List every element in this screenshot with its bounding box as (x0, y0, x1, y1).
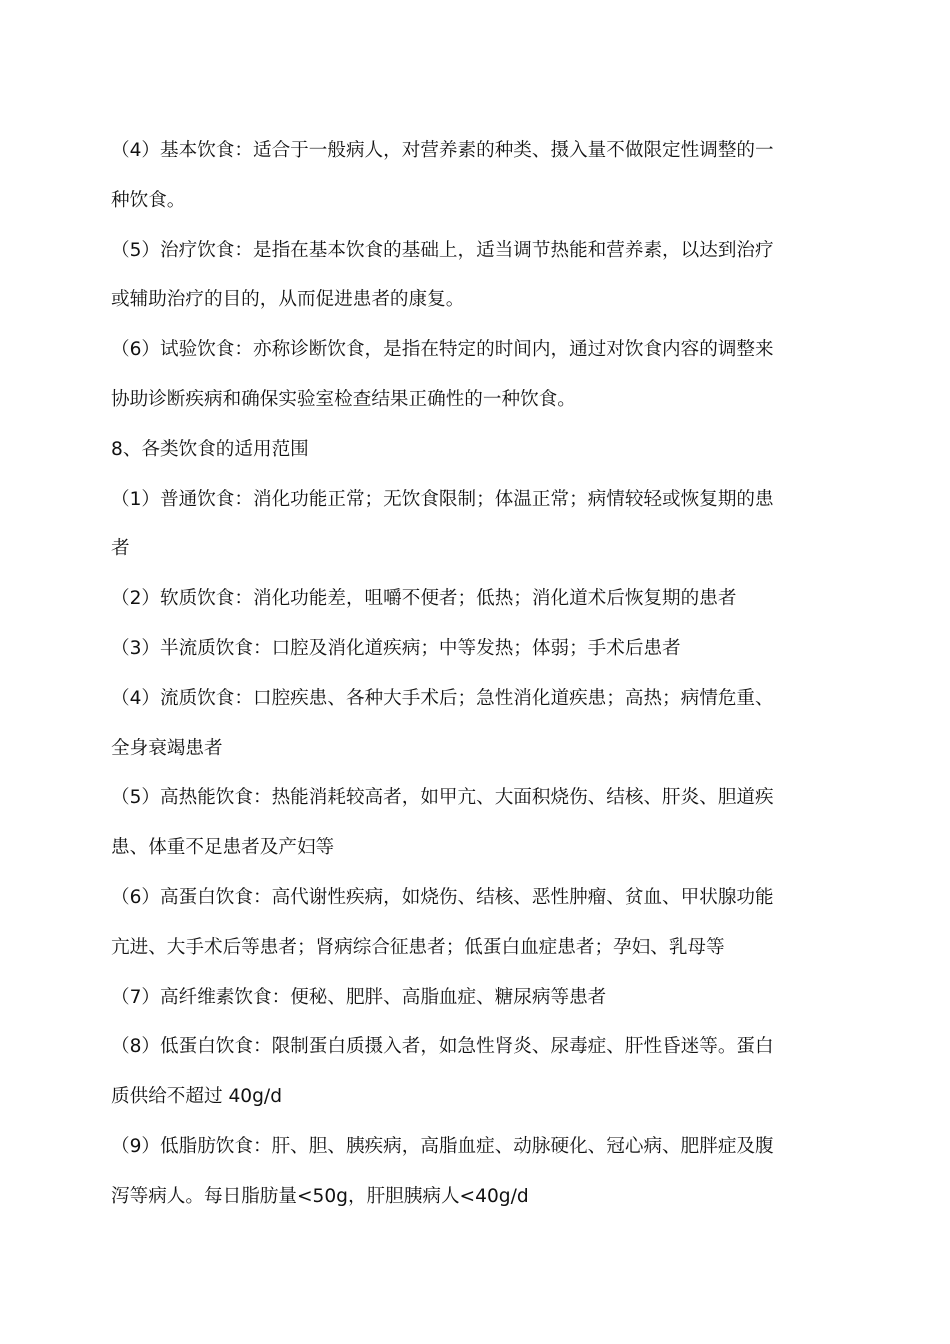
text-line: （7）高纤维素饮食：便秘、肥胖、高脂血症、糖尿病等患者 (111, 986, 607, 1008)
section-heading: 8、各类饮食的适用范围 (111, 438, 309, 460)
text-line: （8）低蛋白饮食：限制蛋白质摄入者，如急性肾炎、尿毒症、肝性昏迷等。蛋白 (111, 1036, 774, 1058)
text-line: （6）试验饮食：亦称诊断饮食，是指在特定的时间内，通过对饮食内容的调整来 (111, 339, 774, 361)
text-line: 种饮食。 (111, 189, 186, 211)
text-line: 质供给不超过 40g/d (111, 1086, 283, 1108)
text-line: （9）低脂肪饮食：肝、胆、胰疾病，高脂血症、动脉硬化、冠心病、肥胖症及腹 (111, 1135, 774, 1157)
text-line: （1）普通饮食：消化功能正常；无饮食限制；体温正常；病情较轻或恢复期的患 (111, 488, 774, 510)
text-line: 或辅助治疗的目的，从而促进患者的康复。 (111, 289, 465, 311)
text-line: （3）半流质饮食：口腔及消化道疾病；中等发热；体弱；手术后患者 (111, 637, 681, 659)
text-line: （5）高热能饮食：热能消耗较高者，如甲亢、大面积烧伤、结核、肝炎、胆道疾 (111, 787, 774, 809)
text-line: 患、体重不足患者及产妇等 (111, 837, 335, 859)
text-line: （4）基本饮食：适合于一般病人，对营养素的种类、摄入量不做限定性调整的一 (111, 140, 774, 161)
text-line: （6）高蛋白饮食：高代谢性疾病，如烧伤、结核、恶性肿瘤、贫血、甲状腺功能 (111, 886, 774, 908)
text-line: 泻等病人。每日脂肪量<50g，肝胆胰病人<40g/d (111, 1185, 529, 1207)
text-line: 全身衰竭患者 (111, 737, 223, 759)
document-body (111, 126, 801, 1222)
text-line: （4）流质饮食：口腔疾患、各种大手术后；急性消化道疾患；高热；病情危重、 (111, 687, 774, 709)
text-line: 者 (111, 538, 130, 560)
text-line: 协助诊断疾病和确保实验室检查结果正确性的一种饮食。 (111, 388, 576, 410)
text-line: （5）治疗饮食：是指在基本饮食的基础上，适当调节热能和营养素，以达到治疗 (111, 239, 774, 261)
text-line: 亢进、大手术后等患者；肾病综合征患者；低蛋白血症患者；孕妇、乳母等 (111, 936, 725, 958)
text-line: （2）软质饮食：消化功能差，咀嚼不便者；低热；消化道术后恢复期的患者 (111, 588, 737, 610)
